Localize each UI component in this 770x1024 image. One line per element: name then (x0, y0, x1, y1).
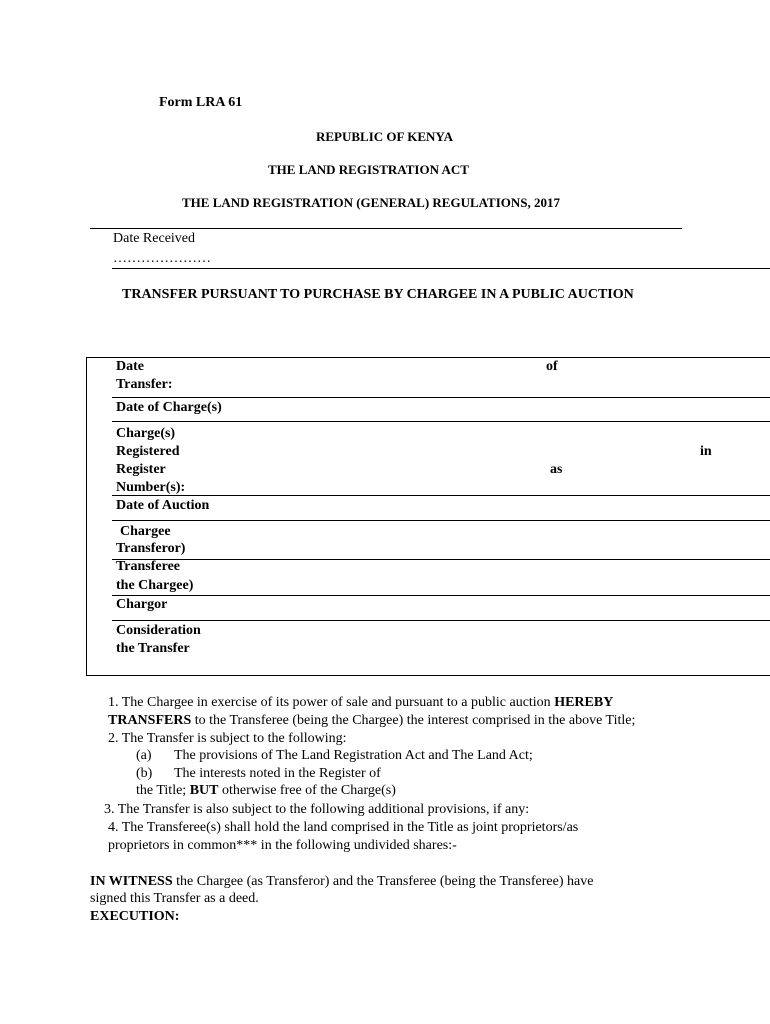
execution-heading: EXECUTION: (90, 909, 180, 924)
row-divider (112, 520, 770, 521)
republic-heading: REPUBLIC OF KENYA (316, 129, 454, 144)
row-divider (112, 620, 770, 621)
date-received-field[interactable]: ………………… (113, 251, 211, 266)
chargee-label: Chargee (120, 524, 171, 539)
clause-2a-text: The provisions of The Land Registration Act and The Land Act; (174, 748, 533, 763)
clause-1-cont (108, 713, 635, 729)
table-left-border (86, 357, 87, 676)
clause-4: 4. The Transferee(s) shall hold the land comprised in the Title as joint proprietors/as (108, 820, 579, 835)
form-number: Form LRA 61 (159, 95, 243, 110)
clause-2b-but: BUT (189, 783, 219, 798)
row-divider (112, 559, 770, 560)
clause-1-bold: HEREBY (554, 695, 614, 710)
transferee-label: Transferee (116, 559, 181, 574)
act-heading: THE LAND REGISTRATION ACT (268, 162, 469, 177)
witness-text: the Chargee (as Transferor) and the Transferee (being the Transferee) have (172, 874, 594, 889)
regulations-heading: THE LAND REGISTRATION (GENERAL) REGULATIONS, 2017 (182, 195, 561, 210)
clause-2b-label: (b) (136, 766, 153, 781)
consideration-label: Consideration (116, 623, 201, 638)
row-divider (112, 595, 770, 596)
row-divider (112, 495, 770, 496)
clause-2b-cont-rest: otherwise free of the Charge(s) (218, 783, 396, 798)
header-rule (90, 228, 682, 229)
chargee-label: Transferor) (116, 541, 186, 556)
clause-2: 2. The Transfer is subject to the following: (108, 731, 347, 746)
charges-label: Charge(s) (116, 426, 176, 441)
clause-1 (108, 695, 613, 711)
row-divider (112, 397, 770, 398)
witness-clause (90, 874, 593, 890)
witness-clause-cont: signed this Transfer as a deed. (90, 891, 259, 906)
table-bottom-border (86, 675, 770, 676)
witness-bold: IN WITNESS (90, 874, 173, 889)
date-of-charge-label: Date of Charge(s) (116, 400, 222, 415)
row-divider (112, 421, 770, 422)
date-of-transfer-label: Date (116, 359, 144, 374)
clause-4-cont: proprietors in common*** in the following undivided shares:- (108, 838, 457, 853)
date-received-label: Date Received (113, 231, 196, 246)
date-of-auction-label: Date of Auction (116, 498, 210, 513)
date-of-transfer-label: Transfer: (116, 377, 173, 392)
table-top-border (86, 357, 770, 358)
clause-3: 3. The Transfer is also subject to the following additional provisions, if any: (104, 802, 530, 817)
charges-label: Registered (116, 444, 180, 459)
charges-label: Number(s): (116, 480, 186, 495)
clause-1-bold-transfers: TRANSFERS (108, 713, 192, 728)
charges-label: Register (116, 462, 166, 477)
charges-in: in (700, 444, 712, 459)
transferee-label: the Chargee) (116, 578, 194, 593)
clause-1-text: 1. The Chargee in exercise of its power of sale and pursuant to a public auction (108, 695, 555, 710)
clause-2b-text: The interests noted in the Register of (174, 766, 381, 781)
clause-2b-cont (136, 783, 396, 799)
section-rule (112, 268, 770, 269)
clause-2a-label: (a) (136, 748, 152, 763)
charges-as: as (550, 462, 563, 477)
clause-1-cont-text: to the Transferee (being the Chargee) the interest comprised in the above Title; (191, 713, 636, 728)
form-title: TRANSFER PURSUANT TO PURCHASE BY CHARGEE IN A PUBLIC AUCTION (122, 287, 634, 302)
chargor-label: Chargor (116, 597, 168, 612)
consideration-label: the Transfer (116, 641, 190, 656)
date-of-transfer-of: of (546, 359, 558, 374)
clause-2b-cont-text: the Title; (136, 783, 190, 798)
